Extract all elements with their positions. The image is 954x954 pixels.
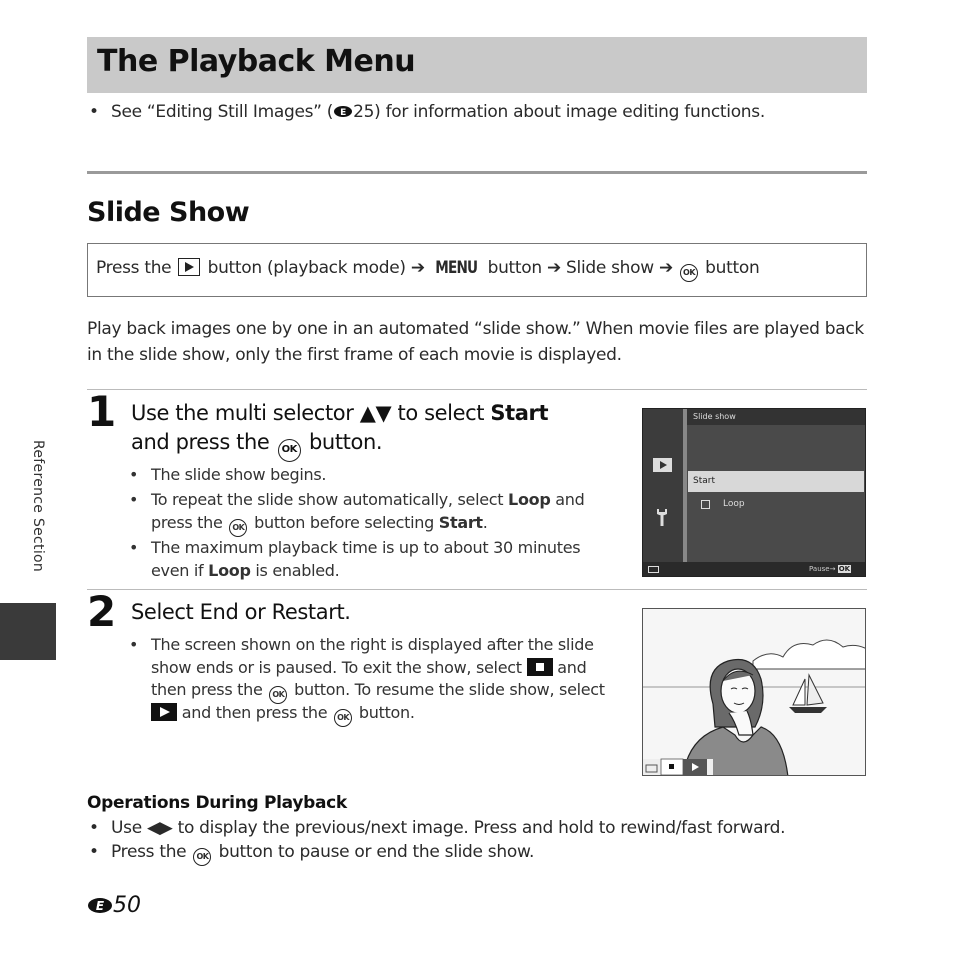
- page-number: E 50: [87, 893, 141, 918]
- step-2-bullet-1-line-4: and then press the OK button.: [151, 701, 415, 727]
- ok-button-icon: OK: [334, 709, 352, 727]
- step-1-line-2: and press the OK button.: [131, 428, 382, 462]
- bullet-icon: •: [129, 490, 139, 509]
- arrow-icon: ➔: [546, 258, 561, 278]
- loop-checkbox[interactable]: [701, 500, 710, 509]
- step-1-bullet-3: • The maximum playback time is up to about 30 minutes: [129, 538, 581, 557]
- ok-button-icon: OK: [269, 686, 287, 704]
- step-2-bullet-1: • The screen shown on the right is displayed after the slide: [129, 635, 594, 654]
- svg-text:E: E: [340, 108, 347, 118]
- play-button-icon: [151, 703, 177, 721]
- section-tab-marker: [0, 603, 56, 660]
- step-divider: [87, 589, 867, 590]
- description-line-2: in the slide show, only the first frame of each movie is displayed.: [87, 345, 622, 365]
- step-2-bullet-1-line-3: then press the OK button. To resume the slide show, select: [151, 678, 605, 704]
- section-divider: [87, 171, 867, 174]
- page-title: The Playback Menu: [97, 44, 416, 79]
- procedure-text: Press the button (playback mode) ➔ MENU button ➔ Slide show ➔ OK button: [96, 258, 759, 282]
- description-line-1: Play back images one by one in an automated “slide show.” When movie files are played back: [87, 319, 864, 339]
- step-1-number: 1: [87, 387, 117, 436]
- operations-bullet-2: • Press the OK button to pause or end the slide show.: [111, 842, 534, 866]
- camera-menu-screen: [642, 408, 866, 577]
- step-1-bullet-2: • To repeat the slide show automatically, select Loop and: [129, 490, 585, 509]
- playback-button-icon: [178, 258, 200, 276]
- bullet-icon: •: [129, 538, 139, 557]
- ok-button-icon: OK: [278, 439, 301, 462]
- step-1-bullet-3-cont: even if Loop is enabled.: [151, 561, 340, 580]
- menu-tab-column: [643, 409, 683, 577]
- battery-icon: [648, 566, 659, 573]
- bullet-icon: •: [89, 102, 99, 122]
- bullet-icon: •: [89, 842, 99, 862]
- playback-tab-icon: [653, 458, 672, 472]
- menu-item-start-label: Start: [693, 476, 715, 486]
- portrait-illustration: [643, 609, 866, 776]
- arrow-icon: ➔: [658, 258, 673, 278]
- operations-bullet-1: • Use ◀▶ to display the previous/next image. Press and hold to rewind/fast forward.: [89, 818, 786, 838]
- ok-button-icon: OK: [193, 848, 211, 866]
- intro-bullet: • See “Editing Still Images” ( E 25) for information about image editing functions.: [89, 102, 765, 122]
- tab-separator: [683, 409, 687, 577]
- operations-heading: Operations During Playback: [87, 793, 347, 813]
- menu-button-label: MENU: [435, 258, 478, 278]
- bullet-icon: •: [89, 818, 99, 838]
- step-divider: [87, 389, 867, 390]
- step-2-number: 2: [87, 587, 117, 636]
- stop-button-icon: [527, 658, 553, 676]
- slideshow-paused-screen: [642, 608, 866, 776]
- ok-button-icon: OK: [229, 519, 247, 537]
- section-title: Slide Show: [87, 197, 250, 228]
- step-1-bullet-2-cont: press the OK button before selecting Start.: [151, 511, 488, 537]
- step-1-bullet-1: • The slide show begins.: [129, 465, 327, 484]
- svg-text:E: E: [95, 899, 105, 913]
- arrow-icon: ➔: [410, 258, 425, 278]
- bullet-icon: •: [129, 635, 139, 654]
- bullet-icon: •: [129, 465, 139, 484]
- step-2-heading: Select End or Restart.: [131, 600, 351, 624]
- reference-e-icon: [333, 102, 353, 122]
- sidebar-section-label: Reference Section: [30, 440, 46, 573]
- step-1-line-1: Use the multi selector ▲▼ to select Start: [131, 401, 549, 425]
- menu-item-loop-label: Loop: [723, 499, 745, 509]
- screen-header: Slide show: [693, 412, 736, 421]
- wrench-icon: [654, 507, 670, 531]
- footer-pause-label: Pause→ OK: [809, 565, 851, 573]
- step-2-bullet-1-line-2: show ends or is paused. To exit the show, select and: [151, 658, 587, 677]
- ok-button-icon: OK: [680, 264, 698, 282]
- reference-e-icon: [87, 893, 113, 918]
